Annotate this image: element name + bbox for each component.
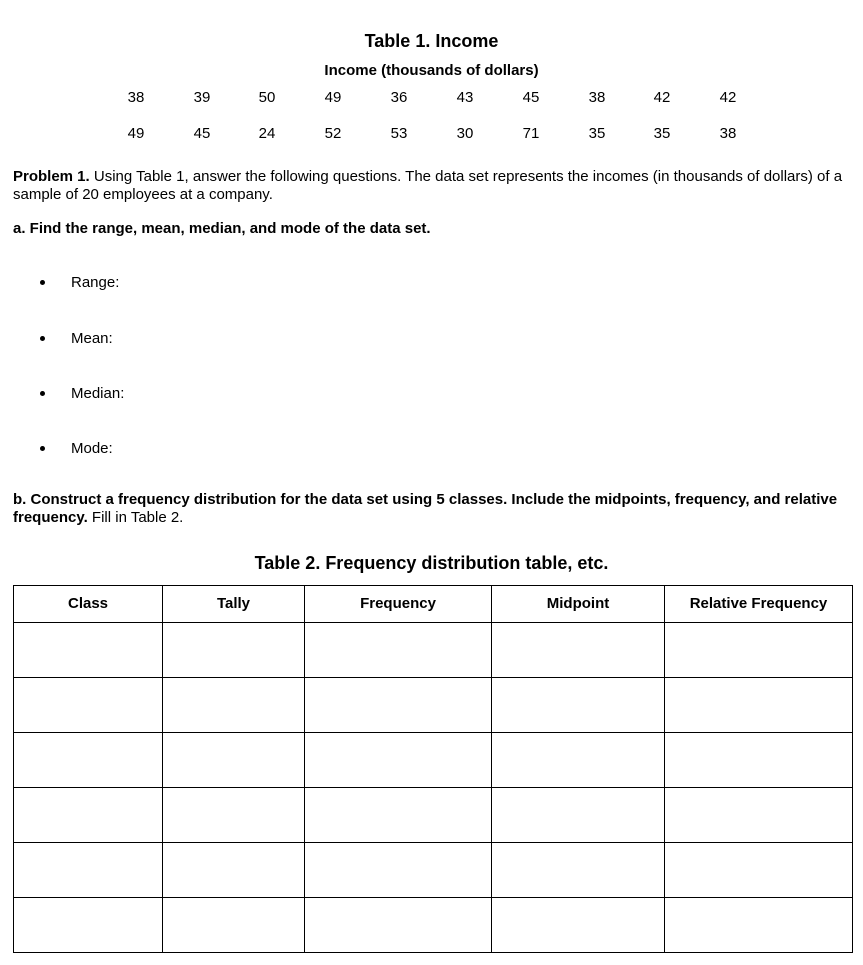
- table-cell[interactable]: [305, 678, 492, 733]
- table-cell[interactable]: [163, 623, 305, 678]
- header-midpoint: Midpoint: [492, 586, 665, 623]
- bullet-icon: [40, 336, 45, 341]
- table1-subtitle: Income (thousands of dollars): [324, 62, 539, 79]
- table-cell[interactable]: [14, 788, 163, 843]
- table1-cell: 50: [258, 89, 276, 106]
- answer-label: Range:: [71, 274, 120, 291]
- table-cell[interactable]: [163, 843, 305, 898]
- table1-cell: 52: [324, 125, 342, 142]
- bullet-icon: [40, 280, 45, 285]
- table-cell[interactable]: [163, 788, 305, 843]
- answer-label: Mode:: [71, 440, 113, 457]
- table-row: [14, 843, 853, 898]
- table1-cell: 49: [127, 125, 145, 142]
- table1-cell: 38: [588, 89, 606, 106]
- answer-label: Median:: [71, 385, 125, 402]
- header-frequency: Frequency: [305, 586, 492, 623]
- table-header-row: [14, 586, 853, 623]
- problem-text: Using Table 1, answer the following questions. The data set represents the incomes (in thousands of dollars) of a sample of 20 employees at a company.: [13, 168, 843, 203]
- table-row: [14, 678, 853, 733]
- table1-cell: 45: [522, 89, 540, 106]
- table1-cell: 45: [193, 125, 211, 142]
- table-row: [14, 788, 853, 843]
- header-tally: Tally: [163, 586, 305, 623]
- table-cell[interactable]: [305, 733, 492, 788]
- table-cell[interactable]: [492, 788, 665, 843]
- answer-item-mean: [0, 330, 300, 350]
- table-cell[interactable]: [305, 843, 492, 898]
- problem-lead: Problem 1.: [13, 168, 90, 185]
- table1-cell: 24: [258, 125, 276, 142]
- table1-cell: 71: [522, 125, 540, 142]
- table-cell[interactable]: [665, 733, 853, 788]
- problem-statement: [13, 168, 843, 204]
- table1-cell: 49: [324, 89, 342, 106]
- answer-label: Mean:: [71, 330, 113, 347]
- table-cell[interactable]: [492, 623, 665, 678]
- table-cell[interactable]: [492, 898, 665, 953]
- table1-cell: 42: [653, 89, 671, 106]
- table-row: [14, 898, 853, 953]
- header-relative-frequency: Relative Frequency: [665, 586, 853, 623]
- table-cell[interactable]: [665, 788, 853, 843]
- table-cell[interactable]: [665, 843, 853, 898]
- table-cell[interactable]: [305, 623, 492, 678]
- table-cell[interactable]: [14, 898, 163, 953]
- table-cell[interactable]: [305, 898, 492, 953]
- table-cell[interactable]: [492, 678, 665, 733]
- answer-item-mode: [0, 440, 300, 460]
- part-b-instruction: Fill in Table 2.: [87, 509, 184, 526]
- answer-item-median: [0, 385, 300, 405]
- part-a-heading: a. Find the range, mean, median, and mode of the data set.: [13, 220, 431, 237]
- table1-title: Table 1. Income: [364, 31, 499, 51]
- table-cell[interactable]: [163, 733, 305, 788]
- table-cell[interactable]: [163, 678, 305, 733]
- table-row: [14, 733, 853, 788]
- table2-title: Table 2. Frequency distribution table, etc.: [254, 553, 609, 573]
- table-row: [14, 623, 853, 678]
- table1-cell: 43: [456, 89, 474, 106]
- table-cell[interactable]: [665, 898, 853, 953]
- table-cell[interactable]: [14, 843, 163, 898]
- answer-item-range: [0, 274, 300, 294]
- table-cell[interactable]: [665, 678, 853, 733]
- table-cell[interactable]: [492, 733, 665, 788]
- table-cell[interactable]: [163, 898, 305, 953]
- part-b-statement: [13, 491, 848, 527]
- table-cell[interactable]: [492, 843, 665, 898]
- bullet-icon: [40, 446, 45, 451]
- table1-cell: 35: [588, 125, 606, 142]
- table-cell[interactable]: [665, 623, 853, 678]
- bullet-icon: [40, 391, 45, 396]
- table1-cell: 53: [390, 125, 408, 142]
- table-cell[interactable]: [14, 733, 163, 788]
- table1-cell: 42: [719, 89, 737, 106]
- table1-cell: 38: [719, 125, 737, 142]
- table1-cell: 30: [456, 125, 474, 142]
- table-cell[interactable]: [14, 623, 163, 678]
- frequency-table: [13, 585, 853, 953]
- table-cell[interactable]: [14, 678, 163, 733]
- table1-cell: 35: [653, 125, 671, 142]
- header-class: Class: [14, 586, 163, 623]
- part-b-heading: b. Construct a frequency distribution for the data set using 5 classes. Include the midpoints, frequency, and relative frequency.: [13, 491, 838, 526]
- table-cell[interactable]: [305, 788, 492, 843]
- table1-cell: 38: [127, 89, 145, 106]
- table1-cell: 36: [390, 89, 408, 106]
- table1-cell: 39: [193, 89, 211, 106]
